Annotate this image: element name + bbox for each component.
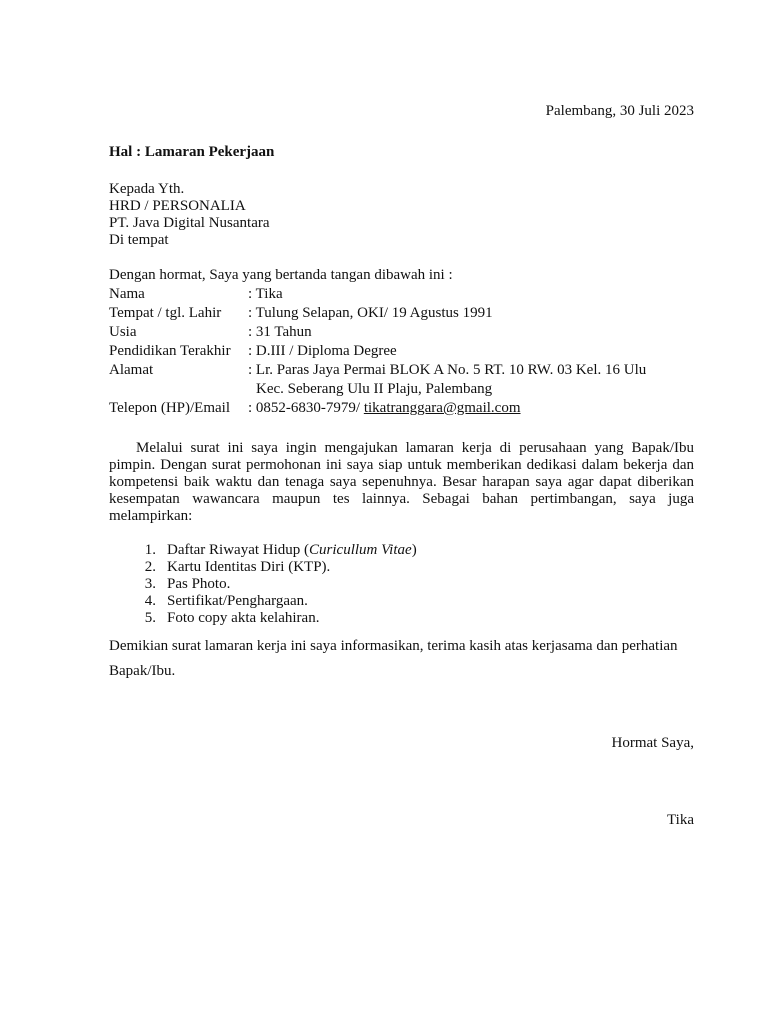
- list-number: 4.: [144, 593, 156, 609]
- list-text: Sertifikat/Penghargaan.: [167, 593, 308, 609]
- detail-value: Kec. Seberang Ulu II Plaju, Palembang: [256, 381, 493, 397]
- list-number: 3.: [144, 576, 156, 592]
- body-paragraph: Melalui surat ini saya ingin mengajukan lamaran kerja di perusahaan yang Bapak/Ibu pimpin. Dengan surat permohonan ini saya siap untuk memberikan dedikasi dalam bekerja dan kompetensi baik waktu dan tenaga saya sepenuhnya. Besar harapan saya agar dapat diberikan kesempatan wawancara maupun tes lainnya. Sebagai bahan pertimbangan, saya juga melampirkan:: [109, 440, 694, 524]
- list-number: 5.: [144, 610, 156, 626]
- applicant-details: [109, 266, 694, 418]
- list-item: [109, 593, 694, 610]
- list-text: [156, 542, 417, 559]
- list-number: 1.: [144, 542, 156, 558]
- list-text-italic: Curicullum Vitae: [309, 542, 412, 558]
- recipient-line: PT. Java Digital Nusantara: [109, 215, 270, 231]
- detail-label: Pendidikan Terakhir: [109, 343, 231, 359]
- list-text: Foto copy akta kelahiran.: [167, 610, 320, 626]
- list-text: Pas Photo.: [167, 576, 231, 592]
- detail-row-age: [109, 323, 694, 342]
- list-number: 2.: [144, 559, 156, 575]
- list-item: [109, 610, 694, 627]
- detail-value: [248, 399, 694, 418]
- address-continuation: [109, 380, 694, 399]
- signature-name: Tika: [667, 812, 694, 828]
- recipient-line: HRD / PERSONALIA: [109, 198, 246, 214]
- detail-label: Alamat: [109, 362, 154, 378]
- detail-value: : Lr. Paras Jaya Permai BLOK A No. 5 RT. 10 RW. 03 Kel. 16 Ulu: [248, 362, 647, 378]
- recipient-line: Kepada Yth.: [109, 181, 185, 197]
- attachment-list: [109, 542, 694, 627]
- list-text-main: Daftar Riwayat Hidup (: [167, 542, 310, 558]
- closing-paragraph: Demikian surat lamaran kerja ini saya informasikan, terima kasih atas kerjasama dan perhatian Bapak/Ibu.: [109, 638, 678, 679]
- list-item: [109, 576, 694, 593]
- detail-label: Nama: [109, 286, 145, 302]
- list-text: Kartu Identitas Diri (KTP).: [167, 559, 331, 575]
- detail-row-education: [109, 342, 694, 361]
- detail-label: Tempat / tgl. Lahir: [109, 305, 222, 321]
- detail-value: : Tika: [248, 286, 283, 302]
- recipient-block: [109, 181, 694, 249]
- detail-row-name: [109, 285, 694, 304]
- detail-row-contact: [109, 399, 694, 418]
- phone-value: : 0852-6830-7979/: [248, 400, 364, 416]
- list-item: [109, 542, 694, 559]
- regards-line: Hormat Saya,: [611, 735, 694, 751]
- detail-row-birth: [109, 304, 694, 323]
- detail-row-address: [109, 361, 694, 380]
- email-link[interactable]: tikatranggara@gmail.com: [363, 400, 521, 416]
- list-item: [109, 559, 694, 576]
- place-date: Palembang, 30 Juli 2023: [545, 103, 694, 119]
- subject-line: Hal : Lamaran Pekerjaan: [109, 144, 275, 160]
- list-text-suffix: ): [411, 542, 417, 558]
- intro-line: Dengan hormat, Saya yang bertanda tangan dibawah ini :: [109, 267, 453, 283]
- recipient-line: Di tempat: [109, 232, 169, 248]
- detail-value: : 31 Tahun: [248, 324, 312, 340]
- detail-label: Telepon (HP)/Email: [109, 400, 231, 416]
- detail-value: : Tulung Selapan, OKI/ 19 Agustus 1991: [248, 305, 493, 321]
- detail-label: Usia: [109, 324, 137, 340]
- detail-value: : D.III / Diploma Degree: [248, 343, 397, 359]
